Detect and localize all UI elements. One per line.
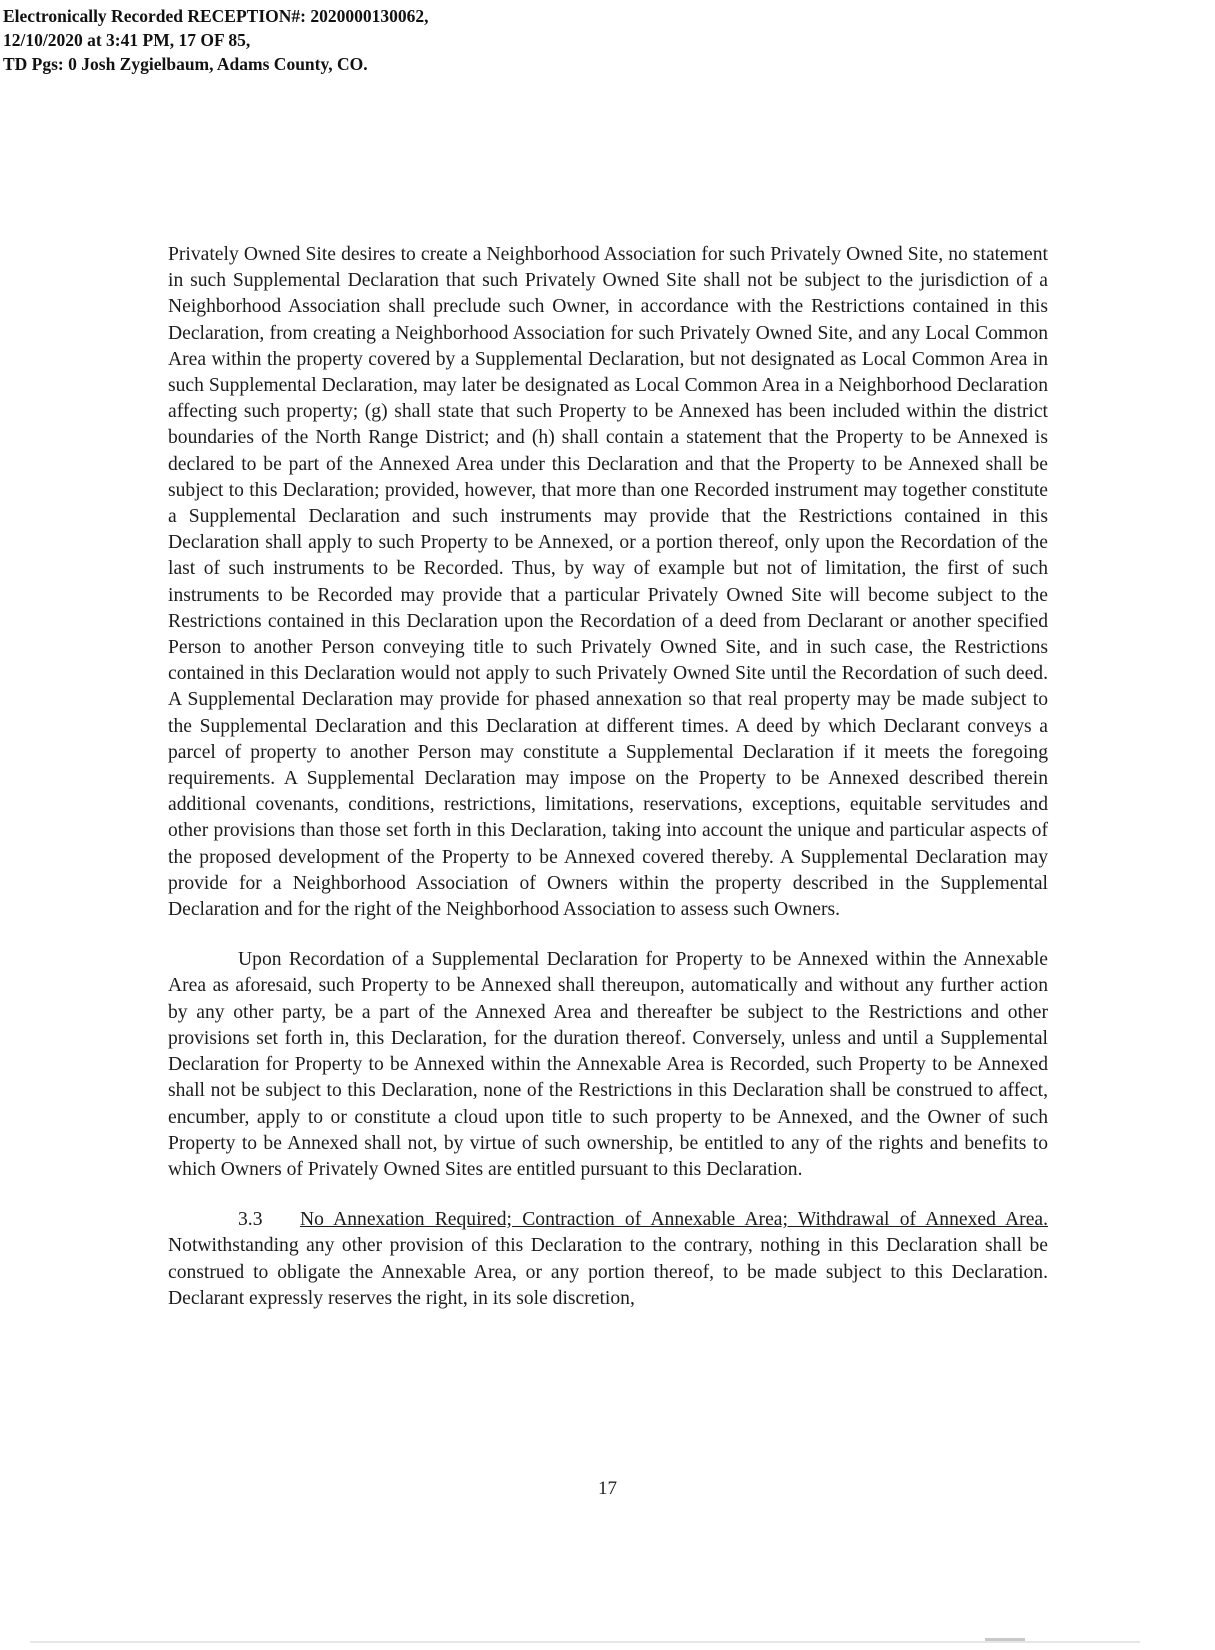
- recording-stamp-line-2: 12/10/2020 at 3:41 PM, 17 OF 85,: [3, 30, 251, 50]
- recording-stamp-line-3: TD Pgs: 0 Josh Zygielbaum, Adams County, CO.: [3, 54, 368, 74]
- scan-artifact-mark: [985, 1638, 1025, 1641]
- section-3-3: [168, 1207, 1048, 1312]
- page-number: 17: [598, 1478, 617, 1499]
- paragraph-upon-recordation: Upon Recordation of a Supplemental Declaration for Property to be Annexed within the Annexable Area as aforesaid, such Property to be Annexed shall thereupon, automatically and without any further action by any other party, be a part of the Annexed Area and thereafter be subject to the Restrictions and other provisions set forth in, this Declaration, for the duration thereof. Conversely, unless and until a Supplemental Declaration for Property to be Annexed within the Annexable Area is Recorded, such Property to be Annexed shall not be subject to this Declaration, none of the Restrictions in this Declaration shall be construed to affect, encumber, apply to or constitute a cloud upon title to such property to be Annexed, and the Owner of such Property to be Annexed shall not, by virtue of such ownership, be entitled to any of the rights and benefits to which Owners of Privately Owned Sites are entitled pursuant to this Declaration.: [168, 949, 1048, 1180]
- document-body: [168, 242, 1048, 1312]
- recording-stamp-line-1: Electronically Recorded RECEPTION#: 2020000130062,: [3, 6, 429, 26]
- recording-stamp: [3, 4, 428, 76]
- section-number: 3.3: [238, 1209, 263, 1231]
- section-title: No Annexation Required; Contraction of Annexable Area; Withdrawal of Annexed Area.: [300, 1209, 1048, 1231]
- scan-edge-line: [30, 1641, 1140, 1643]
- section-text: Notwithstanding any other provision of this Declaration to the contrary, nothing in this Declaration shall be construed to obligate the Annexable Area, or any portion thereof, to be made subject to this Declaration. Declarant expressly reserves the right, in its sole discretion,: [168, 1235, 1048, 1309]
- paragraph-continued: Privately Owned Site desires to create a Neighborhood Association for such Privately Owned Site, no statement in such Supplemental Declaration that such Privately Owned Site shall not be subject to the jurisdiction of a Neighborhood Association shall preclude such Owner, in accordance with the Restrictions contained in this Declaration, from creating a Neighborhood Association for such Privately Owned Site, and any Local Common Area within the property covered by a Supplemental Declaration, but not designated as Local Common Area in such Supplemental Declaration, may later be designated as Local Common Area in a Neighborhood Declaration affecting such property; (g) shall state that such Property to be Annexed has been included within the district boundaries of the North Range District; and (h) shall contain a statement that the Property to be Annexed is declared to be part of the Annexed Area under this Declaration and that the Property to be Annexed shall be subject to this Declaration; provided, however, that more than one Recorded instrument may together constitute a Supplemental Declaration and such instruments may provide that the Restrictions contained in this Declaration shall apply to such Property to be Annexed, or a portion thereof, only upon the Recordation of the last of such instruments to be Recorded. Thus, by way of example but not of limitation, the first of such instruments to be Recorded may provide that a particular Privately Owned Site will become subject to the Restrictions contained in this Declaration upon the Recordation of a deed from Declarant or another specified Person to another Person conveying title to such Privately Owned Site, and in such case, the Restrictions contained in this Declaration would not apply to such Privately Owned Site until the Recordation of such deed. A Supplemental Declaration may provide for phased annexation so that real property may be made subject to the Supplemental Declaration and this Declaration at different times. A deed by which Declarant conveys a parcel of property to another Person may constitute a Supplemental Declaration if it meets the foregoing requirements. A Supplemental Declaration may impose on the Property to be Annexed described therein additional covenants, conditions, restrictions, limitations, reservations, exceptions, equitable servitudes and other provisions than those set forth in this Declaration, taking into account the unique and particular aspects of the proposed development of the Property to be Annexed covered thereby. A Supplemental Declaration may provide for a Neighborhood Association of Owners within the property described in the Supplemental Declaration and for the right of the Neighborhood Association to assess such Owners.: [168, 244, 1048, 921]
